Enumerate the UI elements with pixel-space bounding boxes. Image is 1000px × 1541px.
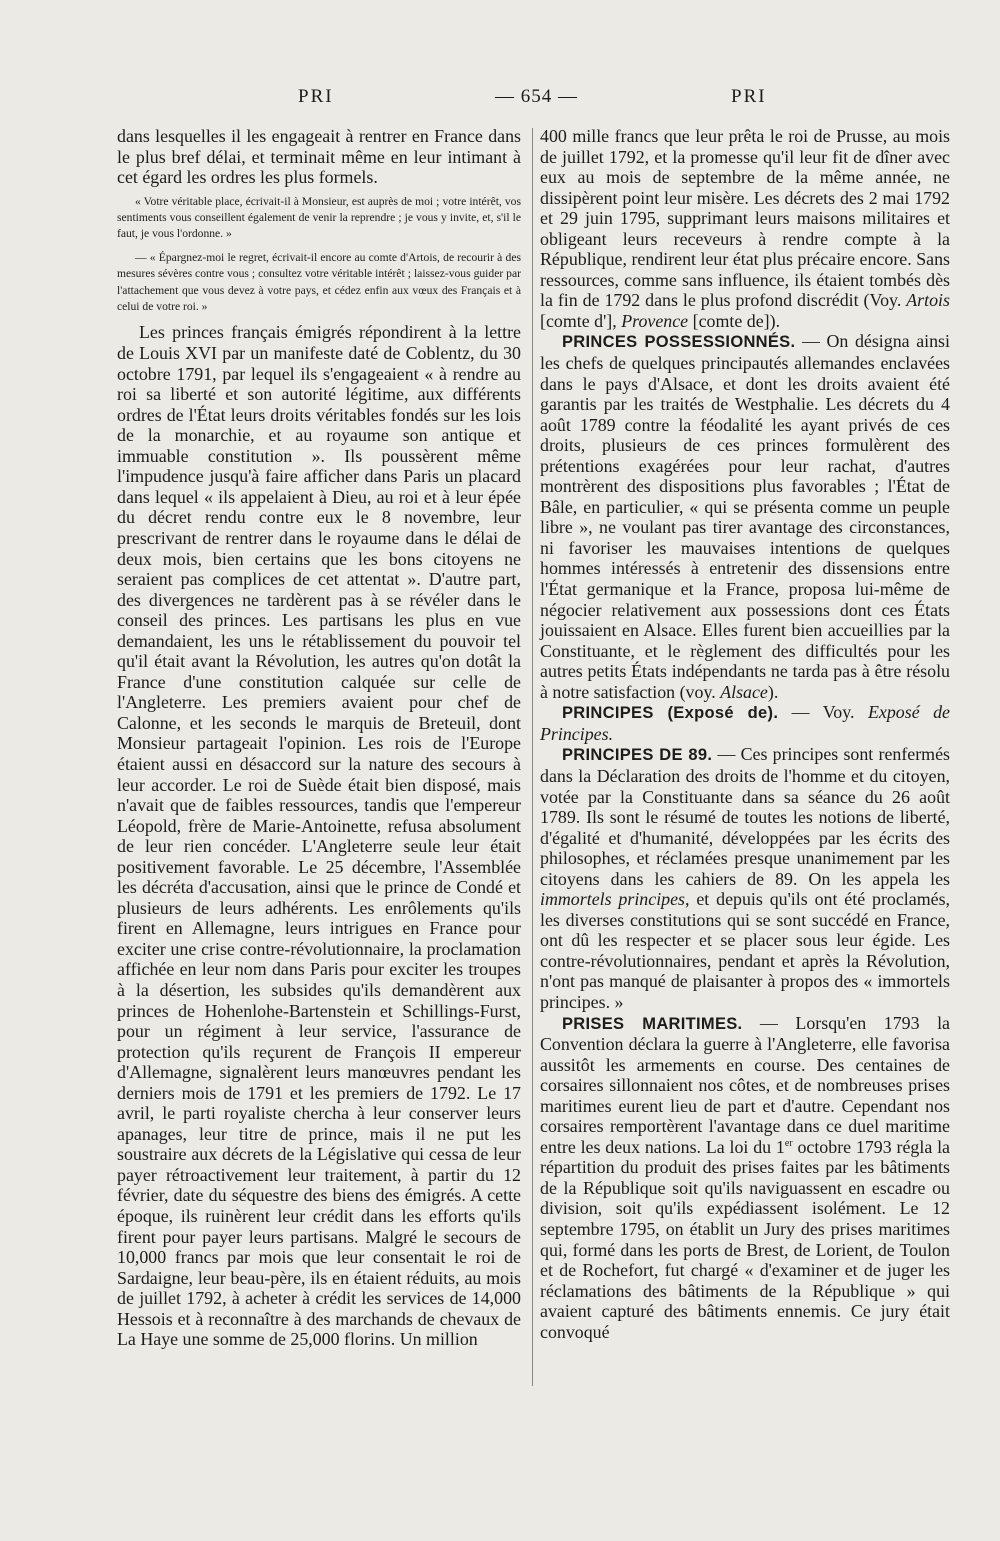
paragraph-continued-right [540,126,950,331]
cross-ref-alsace: Alsace [720,681,768,702]
entry-term: PRISES MARITIMES. [562,1014,743,1033]
entry-text-2: octobre 1793 régla la répartition du produit des prises faites par les bâtiments de la République soit qu'ils naviguassent en escadre ou division, soit qu'ils expédiassent isolément. Le 12 septembre 1795, on établit un Jury des prises maritimes qui, formé dans les ports de Brest, de Lorient, de Toulon et de Rochefort, fut chargé « d'examiner et de juger les réclamations des bâtiments de la République » qui avaient capturé des bâtiments ennemis. Ce jury était convoqué [540,1136,950,1342]
entry-text-2: , et depuis qu'ils ont été proclamés, les diverses constitutions qui se sont succédé en France, ont dû les respecter et se placer sous leur égide. Les contre-révolutionnaires, pendant et après la Révolution, n'ont pas manqué de plaisanter à propos des « immortels principes. » [540,889,950,1012]
column-divider [532,128,533,1386]
entry-term: PRINCIPES DE 89. [562,746,713,765]
italic-phrase: immortels principes [540,889,686,910]
paragraph-princes-emigres: Les princes français émigrés répondirent à la lettre de Louis XVI par un manifeste daté de Coblentz, du 30 octobre 1791, par lequel ils s'engageaient « à rendre au roi sa liberté et son autorité légitime, aux différents ordres de l'État leurs droits véritables fondés sur les lois de la monarchie, et au royaume son antique et immuable constitution ». Ils poussèrent même l'impudence jusqu'à faire afficher dans Paris un placard dans lequel « ils appelaient à Dieu, au roi et à leur épée du décret rendu contre eux le 8 novembre, leur prescrivant de rentrer dans le royaume dans le délai de deux mois, bien certains que les bons citoyens ne seraient pas complices de cet attentat ». D'autre part, des divergences ne tardèrent pas à se révéler dans le conseil des princes. Les partisans les plus en vue demandaient, les uns le rétablissement du pouvoir tel qu'il était avant la Révolution, les autres qu'on dotât la France d'une constitution calquée sur celle de l'Angleterre. Les premiers avaient pour chef de Calonne, et les seconds le marquis de Breteuil, dont Monsieur partageait l'opinion. Les rois de l'Europe étaient aussi en désaccord sur la nature des secours à leur accorder. Le roi de Suède était bien disposé, mais n'avait que de faibles ressources, tandis que l'empereur Léopold, frère de Marie-Antoinette, refusa absolument de leur rien concéder. L'Angleterre seule leur était positivement favorable. Le 25 décembre, l'Assemblée les décréta d'accusation, ainsi que le prince de Condé et plusieurs de leurs adhérents. Les enrôlements qu'ils firent en Allemagne, leurs intrigues en France pour exciter une crise contre-révolutionnaire, la proclamation affichée en leur nom dans Paris pour exciter les troupes à la désertion, les subsides qu'ils demandèrent aux princes de Hohenlohe-Bartenstein et Schillings-Furst, pour un régiment à leur service, l'assurance de protection qu'ils reçurent de François II empereur d'Allemagne, signalèrent leurs manœuvres pendant les derniers mois de 1791 et les premiers de 1792. Le 17 avril, le parti royaliste chercha à leur conserver leurs apanages, leur titre de prince, mais il ne put les soustraire aux décrets de la Législative qui cessa de leur payer rétroactivement leur traitement, à partir du 12 février, date du séquestre des biens des émigrés. A cette époque, ils ruinèrent leur crédit dans les efforts qu'ils firent pour payer leurs partisans. Malgré le secours de 10,000 francs par mois que leur consentait le roi de Sardaigne, leur beau-père, ils en étaient réduits, au mois de juillet 1792, à acheter à crédit les services de 14,000 Hessois et à reconnaître à des marchands de chevaux de La Haye une somme de 25,000 florins. Un million [117,322,521,1350]
page-number: — 654 — [495,86,578,107]
cross-ref-expose: Exposé de Principes. [540,702,950,744]
entry-end: ). [767,681,779,702]
entry-prises-maritimes [540,1013,950,1343]
running-head-left: PRI [298,86,334,107]
entry-text: — On désigna ainsi les chefs de quelques principautés allemandes enclavées dans le pays d'Alsace, et dont les droits avaient été garantis par les traités de Westphalie. Les décrets du 4 août 1789 contre la féodalité les ayant privés de ces droits, plusieurs de ces princes formulèrent des prétentions exagérées pour leur rachat, d'autres montrèrent des dispositions plus favorables ; l'État de Bâle, en particulier, « qui se présenta comme un peuple libre », ne voulant pas tirer avantage des circonstances, ni favoriser les mauvaises intentions de quelques hommes intéressés à entretenir des dissensions entre l'État germanique et la France, proposa lui-même de négocier relativement aux possessions dont ces États jouissaient en Alsace. Elles furent bien accueillies par la Constituante, et le règlement des difficultés pour les autres petits États indépendants ne tarda pas à être résolu à notre satisfaction (voy. [540,331,950,702]
right-column [540,126,950,1342]
left-column [117,126,521,1350]
cross-ref-artois-bracket: [comte d'] [540,310,613,331]
paragraph-end: ). [769,310,781,331]
paragraph-continued: dans lesquelles il les engageait à rentrer en France dans le plus bref délai, et terminait même en leur intimant à cet égard les ordres les plus formels. [117,126,521,188]
entry-princes-possessionnes [540,331,950,702]
cross-ref-artois: Artois [906,290,950,311]
entry-principes-89 [540,744,950,1012]
entry-term: PRINCES POSSESSIONNÉS. [562,333,796,352]
entry-term: PRINCIPES (Exposé de). [562,704,779,723]
quotation-2: — « Épargnez-moi le regret, écrivait-il encore au comte d'Artois, de recourir à des mesures sévères contre vous ; consultez votre véritable intérêt ; laissez-vous guider par l'attachement que vous devez à votre pays, et cédez enfin aux vœux des Français et à celui de votre roi. » [117,250,521,314]
cross-ref-provence-bracket: [comte de] [692,310,770,331]
paragraph-text: 400 mille francs que leur prêta le roi de Prusse, au mois de juillet 1792, et la promesse qu'il leur fit de dîner avec eux au mois de septembre de la même année, ne dissipèrent point leur misère. Les décrets des 2 mai 1792 et 29 juin 1795, supprimant leurs maisons militaires et obligeant leurs receveurs à rendre compte à la République, rendirent leur état plus précaire encore. Sans ressources, comme sans influence, ils étaient tombés dès la fin de 1792 dans le plus profond discrédit (Voy. [540,126,950,311]
entry-text: — Voy. [778,702,868,723]
running-head-right: PRI [731,86,767,107]
entry-text: — Ces principes sont renfermés dans la Déclaration des droits de l'homme et du citoyen, votée par la Constituante dans sa séance du 26 août 1789. Ils sont le résumé de toutes les notions de liberté, d'égalité et d'humanité, développées par les écrits des philosophes, et réclamées presque unanimement par les citoyens dans les cahiers de 89. On les appela les [540,744,951,889]
entry-text: — Lorsqu'en 1793 la Convention déclara la guerre à l'Angleterre, elle favorisa aussitôt les armements en course. Des centaines de corsaires sillonnaient nos côtes, et de nombreuses prises maritimes eurent lieu de part et d'autre. Cependant nos corsaires remportèrent l'avantage dans ce duel maritime entre les deux nations. La loi du 1 [540,1012,950,1157]
cross-ref-provence: Provence [621,310,689,331]
superscript: er [784,1137,793,1149]
entry-principes-expose [540,702,950,744]
separator: , [612,310,622,331]
quotation-1: « Votre véritable place, écrivait-il à Monsieur, est auprès de moi ; votre intérêt, vos sentiments vous conseillent également de venir la reprendre ; je vous y invite, et, s'il le faut, je vous l'ordonne. » [117,194,521,241]
